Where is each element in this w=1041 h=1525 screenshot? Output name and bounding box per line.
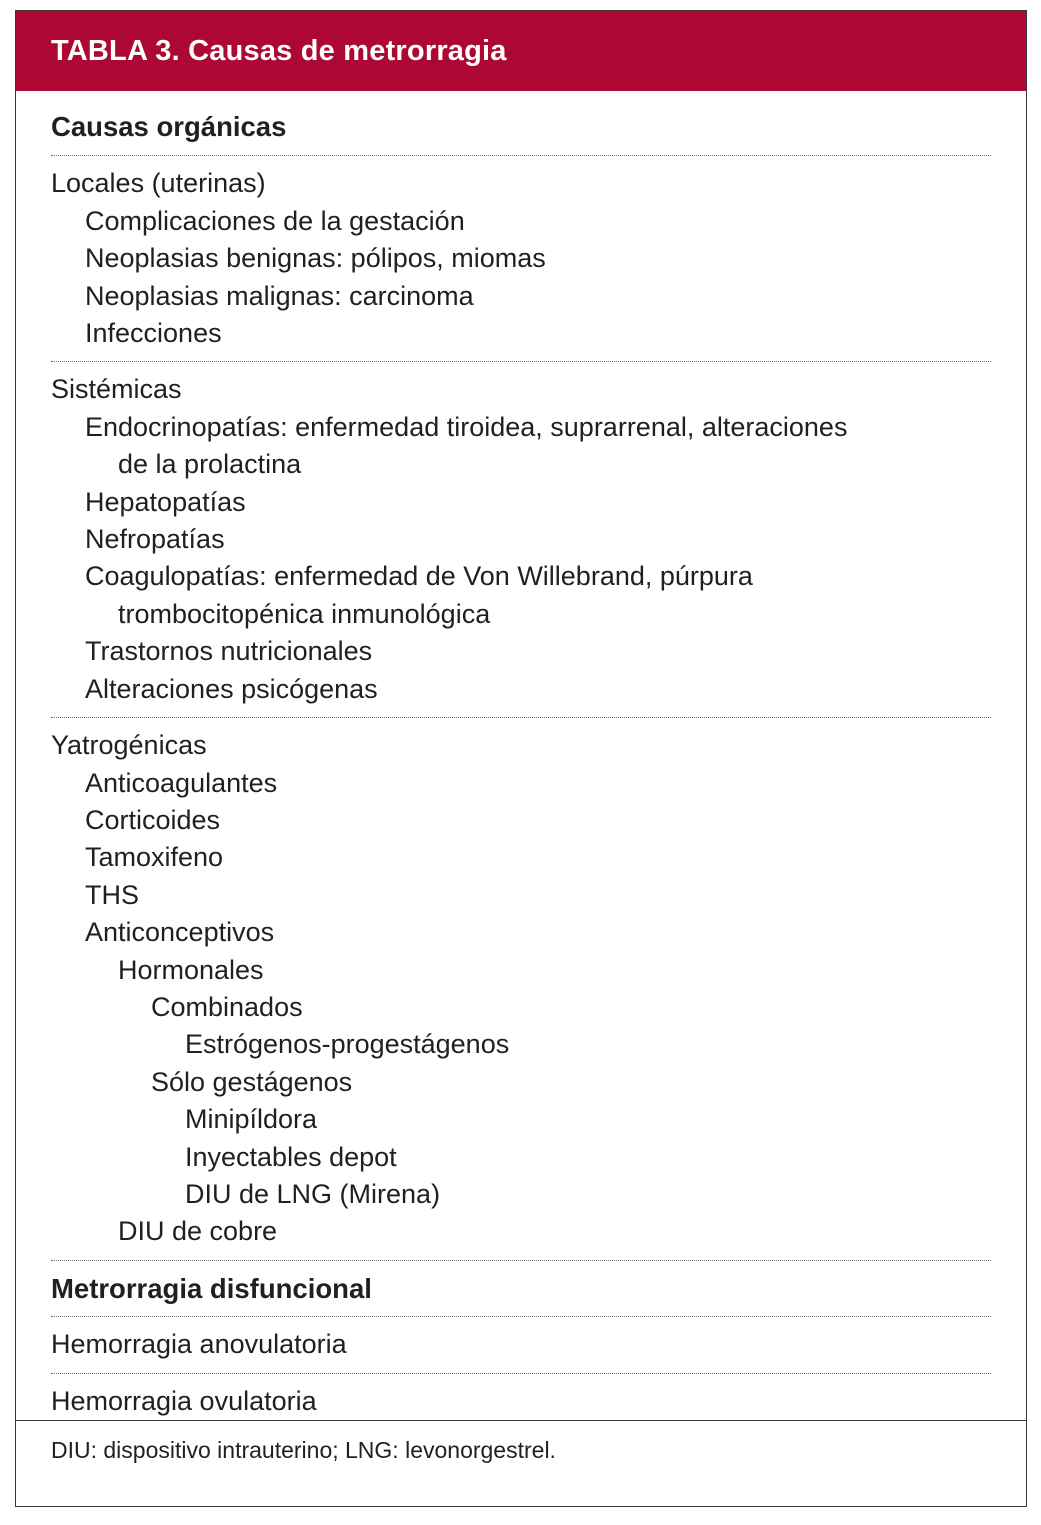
list-item: Infecciones [85,318,222,349]
list-item-continuation: trombocitopénica inmunológica [118,598,491,629]
list-item: Tamoxifeno [85,842,224,873]
list-item: Anticoagulantes [85,767,278,798]
category-label: Locales (uterinas) [51,168,266,199]
section-organic-causes-heading [51,91,991,156]
list-item: Hemorragia anovulatoria [51,1329,347,1360]
list-item: Inyectables depot [185,1141,397,1172]
list-item: THS [85,879,139,910]
table-title: TABLA 3. Causas de metrorragia [51,34,507,67]
table-title-bar [16,11,1026,91]
list-item: Estrógenos-progestágenos [185,1029,510,1060]
section-heading: Metrorragia disfuncional [51,1272,372,1304]
list-item: Hepatopatías [85,486,246,517]
list-item: Sólo gestágenos [151,1066,353,1097]
table-footnote: DIU: dispositivo intrauterino; LNG: levonorgestrel. [51,1437,556,1463]
list-item: Coagulopatías: enfermedad de Von Willebrand, púrpura [85,561,753,592]
section-dysfunctional-heading [51,1261,991,1317]
list-item: DIU de LNG (Mirena) [185,1178,441,1209]
list-item: Hemorragia ovulatoria [51,1385,317,1416]
list-item: Combinados [151,991,303,1022]
section-anovulatory [51,1317,991,1373]
section-local-causes [51,156,991,362]
list-item-continuation: de la prolactina [118,449,302,480]
list-item: Alteraciones psicógenas [85,673,378,704]
list-item: Corticoides [85,804,221,835]
category-label: Yatrogénicas [51,730,207,761]
section-systemic-causes [51,362,991,718]
list-item: Trastornos nutricionales [85,636,373,667]
table-frame [15,10,1027,1507]
list-item: Anticonceptivos [85,917,275,948]
list-item: Minipíldora [185,1104,318,1135]
footnote-area [16,1420,1026,1465]
list-item: Neoplasias malignas: carcinoma [85,280,474,311]
section-iatrogenic-causes [51,718,991,1261]
list-item: Hormonales [118,954,264,985]
list-item: Nefropatías [85,524,225,555]
section-heading: Causas orgánicas [51,111,287,142]
category-label: Sistémicas [51,374,182,405]
list-item: Neoplasias benignas: pólipos, miomas [85,243,546,274]
list-item: DIU de cobre [118,1216,278,1247]
list-item: Complicaciones de la gestación [85,205,465,236]
list-item: Endocrinopatías: enfermedad tiroidea, suprarrenal, alteraciones [85,411,848,442]
table-body [16,91,1026,1429]
